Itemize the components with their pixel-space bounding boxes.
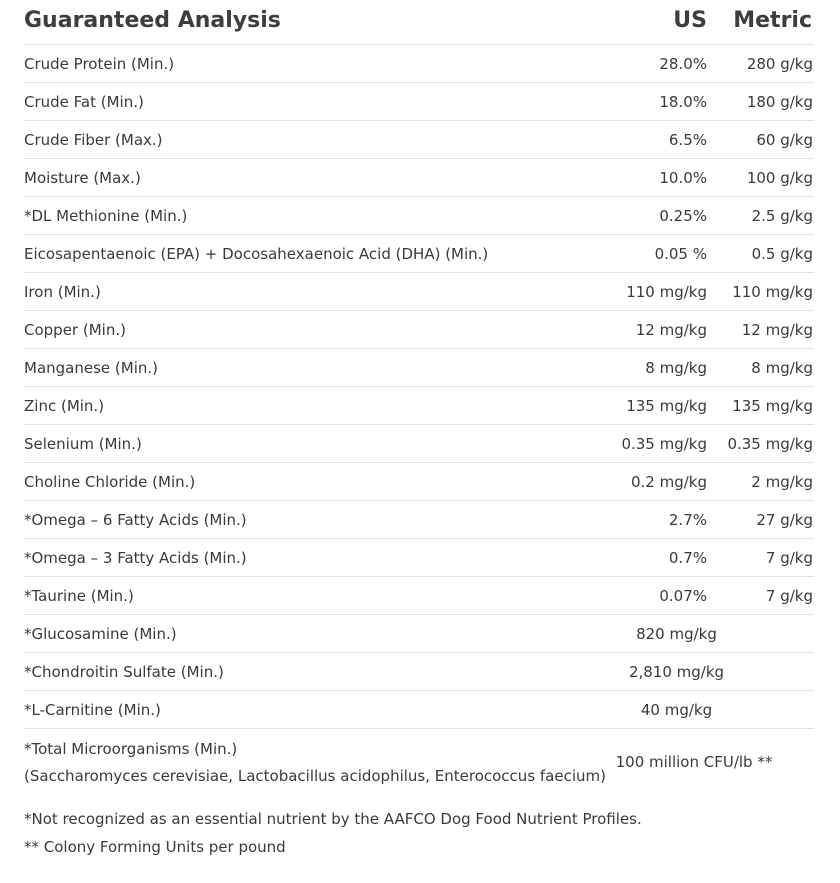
table-row <box>24 349 814 387</box>
table-title: Guaranteed Analysis <box>24 8 281 33</box>
nutrient-name: *Omega – 6 Fatty Acids (Min.) <box>24 511 247 529</box>
value-metric: 0.5 g/kg <box>751 245 813 263</box>
table-row <box>24 387 814 425</box>
table-row <box>24 159 814 197</box>
nutrient-name: Zinc (Min.) <box>24 397 105 415</box>
nutrient-name: Crude Fiber (Max.) <box>24 131 163 149</box>
footnote-aafco: *Not recognized as an essential nutrient by the AAFCO Dog Food Nutrient Profiles. <box>24 810 642 828</box>
nutrient-value: 40 mg/kg <box>640 701 713 719</box>
table-row <box>24 501 814 539</box>
column-header-metric: Metric <box>733 8 812 33</box>
table-row <box>24 425 814 463</box>
nutrient-name: Crude Protein (Min.) <box>24 55 175 73</box>
value-us: 0.35 mg/kg <box>621 435 707 453</box>
value-us: 110 mg/kg <box>626 283 707 301</box>
table-row <box>24 615 814 653</box>
value-us: 6.5% <box>668 131 707 149</box>
value-metric: 100 g/kg <box>746 169 813 187</box>
table-row <box>24 45 814 83</box>
nutrient-name: Moisture (Max.) <box>24 169 141 187</box>
value-us: 10.0% <box>659 169 707 187</box>
nutrient-value: 820 mg/kg <box>636 625 717 643</box>
nutrient-name: Choline Chloride (Min.) <box>24 473 196 491</box>
value-metric: 280 g/kg <box>746 55 813 73</box>
nutrient-value: 2,810 mg/kg <box>628 663 725 681</box>
table-row <box>24 463 814 501</box>
value-metric: 110 mg/kg <box>732 283 813 301</box>
value-us: 135 mg/kg <box>626 397 707 415</box>
footnotes <box>24 805 642 861</box>
table-row <box>24 235 814 273</box>
nutrient-name: Iron (Min.) <box>24 283 101 301</box>
guaranteed-analysis-table <box>24 0 814 796</box>
table-row <box>24 691 814 729</box>
nutrient-detail: (Saccharomyces cerevisiae, Lactobacillus acidophilus, Enterococcus faecium) <box>24 767 606 785</box>
nutrient-name: Crude Fat (Min.) <box>24 93 144 111</box>
table-row <box>24 311 814 349</box>
value-us: 28.0% <box>659 55 707 73</box>
value-us: 2.7% <box>668 511 707 529</box>
value-metric: 180 g/kg <box>746 93 813 111</box>
nutrient-value: 100 million CFU/lb ** <box>615 753 773 771</box>
table-row <box>24 273 814 311</box>
nutrient-name: Manganese (Min.) <box>24 359 158 377</box>
value-metric: 7 g/kg <box>765 587 813 605</box>
footnote-cfu: ** Colony Forming Units per pound <box>24 838 286 856</box>
nutrient-name: *Total Microorganisms (Min.) <box>24 740 238 758</box>
value-metric: 135 mg/kg <box>732 397 813 415</box>
value-us: 0.25% <box>659 207 707 225</box>
nutrient-name: *Taurine (Min.) <box>24 587 134 605</box>
nutrient-name: *Glucosamine (Min.) <box>24 625 177 643</box>
table-header <box>24 0 814 45</box>
value-metric: 60 g/kg <box>756 131 813 149</box>
nutrient-name: Copper (Min.) <box>24 321 126 339</box>
value-us: 0.7% <box>668 549 707 567</box>
value-metric: 2.5 g/kg <box>751 207 813 225</box>
value-us: 0.07% <box>659 587 707 605</box>
value-metric: 8 mg/kg <box>751 359 813 377</box>
value-metric: 2 mg/kg <box>751 473 813 491</box>
table-row-total-microorganisms <box>24 729 814 796</box>
table-body <box>24 45 814 729</box>
nutrient-name: Eicosapentaenoic (EPA) + Docosahexaenoic Acid (DHA) (Min.) <box>24 245 489 263</box>
nutrient-name: Selenium (Min.) <box>24 435 142 453</box>
table-row <box>24 121 814 159</box>
table-row <box>24 653 814 691</box>
nutrient-name: *Chondroitin Sulfate (Min.) <box>24 663 224 681</box>
value-us: 8 mg/kg <box>645 359 707 377</box>
value-us: 0.2 mg/kg <box>630 473 707 491</box>
value-us: 0.05 % <box>654 245 707 263</box>
table-row <box>24 83 814 121</box>
value-metric: 0.35 mg/kg <box>727 435 813 453</box>
nutrient-name: *Omega – 3 Fatty Acids (Min.) <box>24 549 247 567</box>
column-header-us: US <box>673 8 707 33</box>
value-metric: 12 mg/kg <box>741 321 813 339</box>
value-us: 18.0% <box>659 93 707 111</box>
nutrient-name: *L-Carnitine (Min.) <box>24 701 161 719</box>
nutrient-name: *DL Methionine (Min.) <box>24 207 188 225</box>
table-row <box>24 197 814 235</box>
table-row <box>24 577 814 615</box>
value-metric: 7 g/kg <box>765 549 813 567</box>
table-row <box>24 539 814 577</box>
value-metric: 27 g/kg <box>756 511 813 529</box>
value-us: 12 mg/kg <box>635 321 707 339</box>
